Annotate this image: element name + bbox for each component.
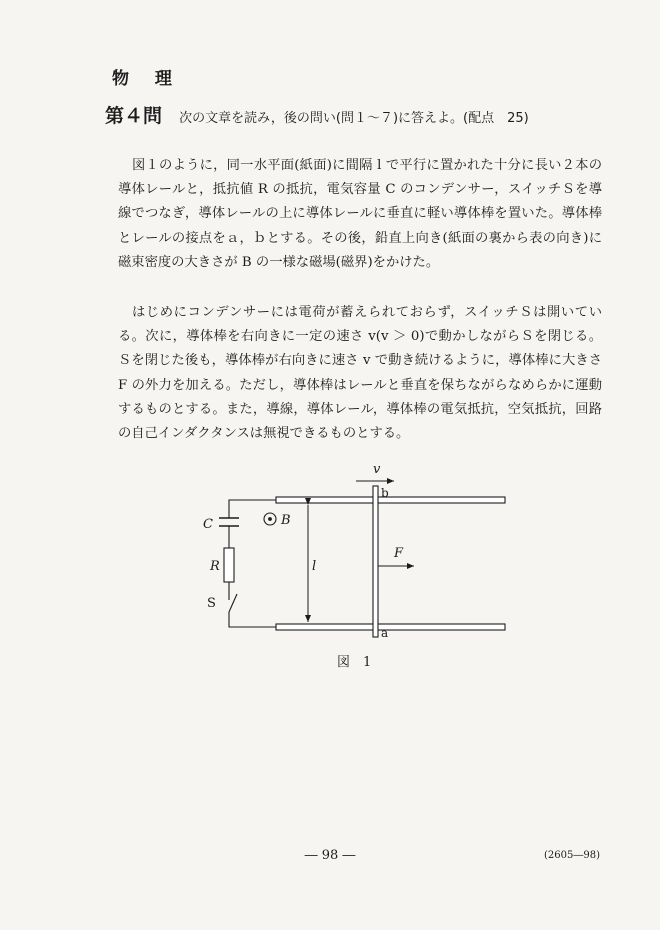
label-capacitance: C (203, 517, 213, 532)
lower-rail (276, 624, 505, 630)
label-separation: l (312, 559, 317, 574)
resistor (224, 548, 234, 582)
label-v: v (373, 462, 381, 477)
body-paragraph-1: 図１のように，同一水平面(紙面)に間隔 l で平行に置かれた十分に長い２本の導体レールと，抵抗値 R の抵抗，電気容量 C のコンデンサー，スイッチＳを導線でつなぎ，導体レールの上に導体レールに垂直に軽い導体棒を置いた。導体棒とレールの接点をａ，ｂとする。その後，鉛直上向き(紙面の裏から表の向き)に磁束密度の大きさが B の一様な磁場(磁界)をかけた。 (118, 158, 602, 270)
label-b-point: b (381, 486, 389, 500)
label-switch: S (207, 596, 216, 611)
label-resistance: R (210, 559, 220, 574)
magnetic-field-symbol (264, 513, 276, 525)
capacitor (219, 518, 239, 526)
figure-caption: 図 1 (337, 655, 372, 670)
upper-rail (276, 497, 505, 503)
page-number: ― 98 ― (304, 848, 356, 863)
label-magnetic-field: B (281, 513, 291, 528)
switch (229, 594, 237, 612)
question-number: 第４問 (105, 105, 163, 127)
exam-code: (2605―98) (544, 850, 600, 861)
conducting-bar (373, 486, 378, 637)
body-paragraph-2: はじめにコンデンサーには電荷が蓄えられておらず，スイッチＳは開いている。次に，導体棒を右向きに一定の速さ v(v ＞ 0)で動かしながらＳを閉じる。Ｓを閉じた後も，導体棒が右向きに速さ v で動き続けるように，導体棒に大きさ F の外力を加える。ただし，導体棒はレールと垂直を保ちながらなめらかに運動するものとする。また，導線，導体レール，導体棒の電気抵抗，空気抵抗，回路の自己インダクタンスは無視できるものとする。 (118, 305, 602, 442)
label-a-point: a (381, 626, 389, 640)
subject-heading: 物 理 (112, 69, 182, 89)
question-instruction: 次の文章を読み，後の問い(問１～７)に答えよ。(配点 25) (179, 111, 529, 126)
label-force: F (394, 546, 404, 561)
